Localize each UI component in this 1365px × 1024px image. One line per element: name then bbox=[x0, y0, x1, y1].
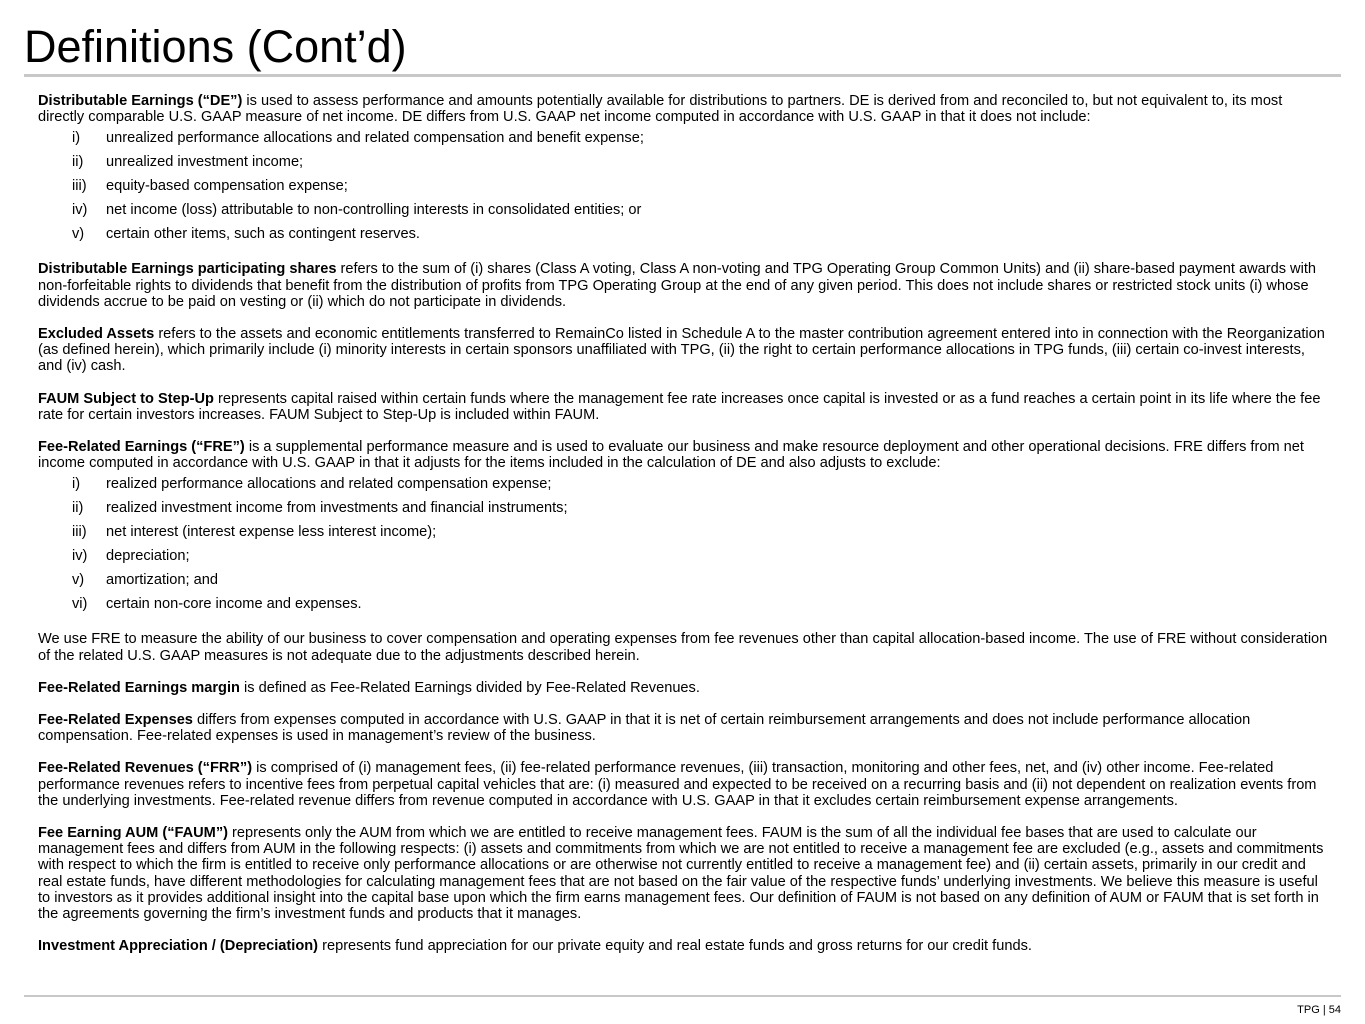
list-text: depreciation; bbox=[106, 548, 190, 565]
fre-exclusion-list bbox=[38, 475, 1328, 619]
list-number: iv) bbox=[72, 548, 88, 565]
definition-fre-margin bbox=[38, 680, 1328, 696]
list-number: ii) bbox=[72, 154, 84, 171]
definition-text: represents capital raised within certain funds where the management fee rate increases once capital is invested or as a fund reaches a certain point in its life where the fee rate for certain investors increases. FAUM Subject to Step-Up is included within FAUM. bbox=[38, 390, 1321, 423]
list-text: net income (loss) attributable to non-controlling interests in consolidated entities; or bbox=[106, 202, 642, 219]
definition-text: represents fund appreciation for our private equity and real estate funds and gross returns for our credit funds. bbox=[318, 938, 1032, 955]
definition-fee-related-expenses bbox=[38, 712, 1328, 744]
definition-term: Distributable Earnings (“DE”) bbox=[38, 93, 243, 109]
fre-usage-paragraph: We use FRE to measure the ability of our business to cover compensation and operating expenses from fee revenues other than capital allocation-based income. The use of FRE without consideration of the related U.S. GAAP measures is not adequate due to the adjustments described herein. bbox=[38, 631, 1328, 664]
definition-distributable-earnings bbox=[38, 93, 1328, 125]
list-number: v) bbox=[72, 572, 85, 589]
list-number: iii) bbox=[72, 524, 87, 541]
list-text: unrealized investment income; bbox=[106, 154, 304, 171]
definition-text: represents only the AUM from which we are entitled to receive management fees. FAUM is the sum of all the individual fee bases that are used to calculate our management fees and differs from AUM in the following respects: (i) assets and commitments from which we are not entitled to receive a management fee are excluded (e.g., assets and commitments with respect to which the firm is entitled to receive only performance allocations or are otherwise not currently entitled to receive a management fee) and (ii) certain assets, primarily in our credit and real estate funds, have different methodologies for calculating management fees that are not based on the fair value of the respective funds’ underlying investments. We believe this measure is useful to investors as it provides additional insight into the capital base upon which the firm earns management fees. Our definition of FAUM is not based on any definition of AUM or FAUM that is set forth in the agreements governing the firm’s investment funds and products that it manages. bbox=[38, 825, 1324, 923]
list-item bbox=[38, 225, 1328, 249]
list-item bbox=[38, 177, 1328, 201]
definition-fee-earning-aum bbox=[38, 825, 1328, 922]
list-item bbox=[38, 571, 1328, 595]
definition-text: is comprised of (i) management fees, (ii) fee-related performance revenues, (iii) transaction, monitoring and other fees, net, and (iv) other income. Fee-related performance revenues refers to incentive fees from perpetual capital vehicles that are: (i) measured and expected to be received on a recurring basis and (ii) not dependent on realization events from the underlying investments. Fee-related revenue differs from revenue computed in accordance with U.S. GAAP in that it excludes certain reimbursement expense arrangements. bbox=[38, 760, 1317, 809]
list-number: ii) bbox=[72, 500, 84, 517]
list-number: i) bbox=[72, 130, 81, 147]
list-text: equity-based compensation expense; bbox=[106, 178, 348, 195]
definition-term: FAUM Subject to Step-Up bbox=[38, 390, 214, 407]
definition-term: Fee-Related Earnings margin bbox=[38, 679, 240, 696]
definition-investment-appreciation bbox=[38, 938, 1328, 954]
list-text: unrealized performance allocations and related compensation and benefit expense; bbox=[106, 130, 644, 147]
definition-term: Fee-Related Revenues (“FRR”) bbox=[38, 760, 253, 777]
page-footer: TPG | 54 bbox=[1297, 1004, 1341, 1016]
definition-term: Fee-Related Expenses bbox=[38, 712, 193, 729]
list-text: realized performance allocations and related compensation expense; bbox=[106, 476, 552, 493]
list-text: certain other items, such as contingent reserves. bbox=[106, 226, 420, 243]
definition-term: Investment Appreciation / (Depreciation) bbox=[38, 938, 319, 955]
list-number: vi) bbox=[72, 596, 88, 613]
definition-de-participating-shares bbox=[38, 261, 1328, 310]
list-item bbox=[38, 475, 1328, 499]
list-text: realized investment income from investments and financial instruments; bbox=[106, 500, 568, 517]
de-exclusion-list bbox=[38, 129, 1328, 249]
list-number: iv) bbox=[72, 202, 88, 219]
list-text: amortization; and bbox=[106, 572, 218, 589]
definition-text: refers to the assets and economic entitlements transferred to RemainCo listed in Schedule A to the master contribution agreement entered into in connection with the Reorganization (as defined herein), which primarily include (i) minority interests in certain sponsors unaffiliated with TPG, (ii) the right to certain performance allocations in TPG funds, (iii) certain co-invest interests, and (iv) cash. bbox=[38, 326, 1325, 375]
list-number: i) bbox=[72, 476, 81, 493]
list-text: net interest (interest expense less interest income); bbox=[106, 524, 437, 541]
definition-text: differs from expenses computed in accordance with U.S. GAAP in that it is net of certain reimbursement arrangements and does not include performance allocation compensation. Fee-related expenses is used in management’s review of the business. bbox=[38, 712, 1251, 745]
definition-text: refers to the sum of (i) shares (Class A voting, Class A non-voting and TPG Operating Group Common Units) and (ii) share-based payment awards with non-forfeitable rights to dividends that benefit from the distribution of profits from TPG Operating Group at the end of any given period. This does not include shares or restricted stock units (i) whose dividends accrue to be paid on vesting or (ii) which do not participate in dividends. bbox=[38, 261, 1317, 310]
footer-divider bbox=[24, 995, 1341, 997]
list-item bbox=[38, 153, 1328, 177]
definition-text: is used to assess performance and amounts potentially available for distributions to partners. DE is derived from and reconciled to, but not equivalent to, its most directly comparable U.S. GAAP measure of net income. DE differs from U.S. GAAP net income computed in accordance with U.S. GAAP in that it does not include: bbox=[38, 93, 1283, 126]
list-text: certain non-core income and expenses. bbox=[106, 596, 362, 613]
list-item bbox=[38, 595, 1328, 619]
list-number: iii) bbox=[72, 178, 87, 195]
list-item bbox=[38, 523, 1328, 547]
list-number: v) bbox=[72, 226, 85, 243]
page-title: Definitions (Cont’d) bbox=[24, 21, 407, 72]
definition-fee-related-earnings bbox=[38, 439, 1328, 471]
definitions-body bbox=[38, 93, 1328, 970]
list-item bbox=[38, 547, 1328, 571]
definition-text: is a supplemental performance measure and is used to evaluate our business and make resource deployment and other operational decisions. FRE differs from net income computed in accordance with U.S. GAAP in that it adjusts for the items included in the calculation of DE and also adjusts to exclude: bbox=[38, 439, 1304, 472]
list-item bbox=[38, 201, 1328, 225]
definition-fee-related-revenues bbox=[38, 760, 1328, 809]
definition-term: Distributable Earnings participating shares bbox=[38, 261, 337, 278]
list-item bbox=[38, 129, 1328, 153]
definition-text: is defined as Fee-Related Earnings divided by Fee-Related Revenues. bbox=[239, 679, 700, 696]
definition-term: Fee Earning AUM (“FAUM”) bbox=[38, 825, 228, 842]
definition-term: Fee-Related Earnings (“FRE”) bbox=[38, 439, 245, 456]
definition-term: Excluded Assets bbox=[38, 326, 155, 343]
definition-faum-step-up bbox=[38, 391, 1328, 423]
title-divider bbox=[24, 74, 1341, 77]
list-item bbox=[38, 499, 1328, 523]
definition-excluded-assets bbox=[38, 326, 1328, 375]
